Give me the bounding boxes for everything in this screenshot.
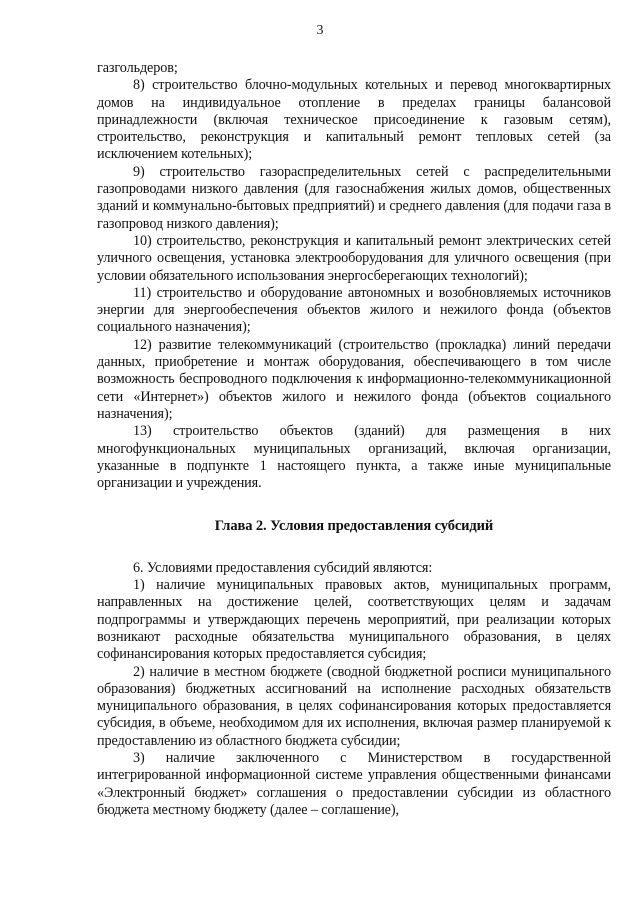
document-body (97, 60, 611, 819)
paragraph-condition-1: 1) наличие муниципальных правовых актов, муниципальных программ, направленных на достижение целей, соответствующих целям и задачам подпрограммы и утверждающих перечень мероприятий, при реализации которых возникают расходные обязательства муниципального образования, в целях софинансирования которых предоставляется субсидия; (97, 577, 611, 663)
paragraph-point-6: 6. Условиями предоставления субсидий являются: (133, 559, 433, 576)
paragraph-item-12: 12) развитие телекоммуникаций (строительство (прокладка) линий передачи данных, приобретение и монтаж оборудования, обеспечивающего в том числе возможность беспроводного подключения к информационно-телекоммуникационной сети «Интернет») объектов жилого и нежилого фонда (объектов социального назначения); (97, 336, 611, 422)
paragraph-item-8: 8) строительство блочно-модульных котельных и перевод многоквартирных домов на индивидуальное отопление в пределах границы балансовой принадлежности (включая техническое присоединение к газовым сетям), строительство, реконструкция и капитальный ремонт тепловых сетей (за исключением котельных); (97, 77, 611, 163)
paragraph-condition-2: 2) наличие в местном бюджете (сводной бюджетной росписи муниципального образования) бюджетных ассигнований на исполнение расходных обязательств муниципального образования, в целях софинансирования которых предоставляется субсидия, в объеме, необходимом для их исполнения, включая размер планируемой к предоставлению из областного бюджета субсидии; (97, 663, 611, 749)
paragraph-condition-3: 3) наличие заключенного с Министерством в государственной интегрированной информационной системе управления общественными финансами «Электронный бюджет» соглашения о предоставлении субсидии из областного бюджета местному бюджету (далее – соглашение), (97, 749, 611, 818)
paragraph-item-13: 13) строительство объектов (зданий) для размещения в них многофункциональных муниципальных организаций, включая организации, указанные в подпункте 1 настоящего пункта, а также иные муниципальные организации и учреждения. (97, 423, 611, 492)
chapter-heading: Глава 2. Условия предоставления субсидий (214, 518, 494, 535)
paragraph-item-9: 9) строительство газораспределительных сетей с распределительными газопроводами низкого давления (для газоснабжения жилых домов, общественных зданий и коммунально-бытовых предприятий) и среднего давления (для подачи газа в газопровод низкого давления); (97, 163, 611, 232)
paragraph-item-10: 10) строительство, реконструкция и капитальный ремонт электрических сетей уличного освещения, установка электрооборудования для уличного освещения (при условии обязательного использования энергосберегающих технологий); (97, 232, 611, 284)
page-number: 3 (316, 23, 324, 38)
paragraph-continuation: газгольдеров; (97, 60, 178, 76)
paragraph-item-11: 11) строительство и оборудование автономных и возобновляемых источников энергии для энергообеспечения объектов жилого и нежилого фонда (объектов социального назначения); (97, 284, 611, 336)
